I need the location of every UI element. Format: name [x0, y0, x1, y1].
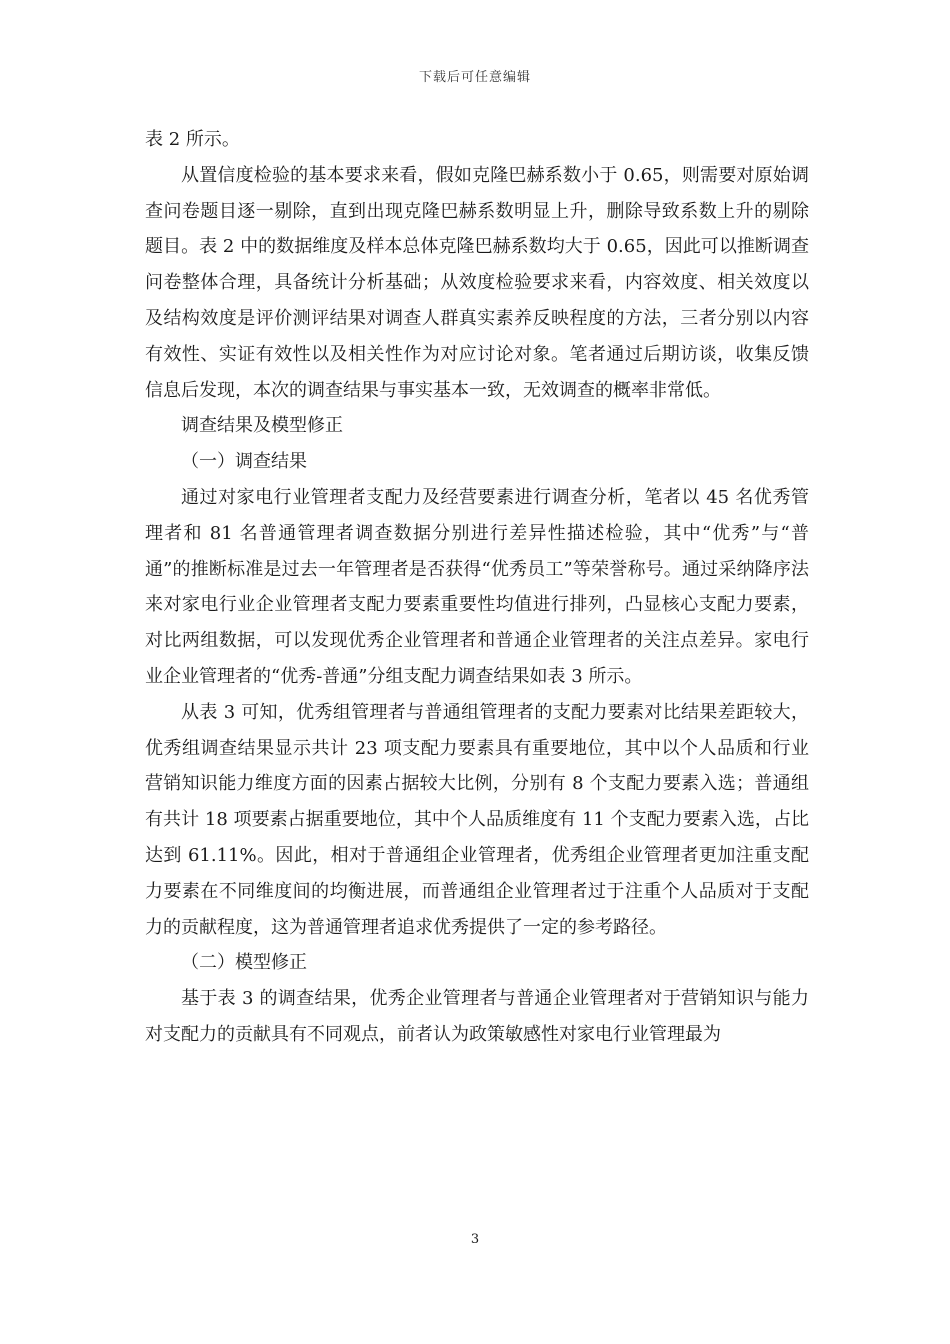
- subheading-model-revision: （二）模型修正: [181, 952, 307, 974]
- page-header: 下载后可任意编辑: [418, 70, 531, 85]
- paragraph-survey-analysis: 通过对家电行业管理者支配力及经营要素进行调查分析，笔者以 45 名优秀管理者和 81 名普通管理者调查数据分别进行差异性描述检验，其中“优秀”与“普通”的推断标准是过去一年管理者是否获得“优秀员工”等荣誉称号。通过采纳降序法来对家电行业企业管理者支配力要素重要性均值进行排列，凸显核心支配力要素，对比两组数据，可以发现优秀企业管理者和普通企业管理者的关注点差异。家电行业企业管理者的“优秀-普通”分组支配力调查结果如表 3 所示。: [145, 486, 809, 687]
- paragraph-continuation: 表 2 所示。: [145, 129, 240, 150]
- subheading-survey-results: （一）调查结果: [181, 451, 307, 473]
- paragraph-reliability-validity: 从置信度检验的基本要求来看，假如克隆巴赫系数小于 0.65，则需要对原始调查问卷题目逐一剔除，直到出现克隆巴赫系数明显上升，删除导致系数上升的剔除题目。表 2 中的数据维度及样本总体克隆巴赫系数均大于 0.65，因此可以推断调查问卷整体合理，具备统计分析基础；从效度检验要求来看，内容效度、相关效度以及结构效度是评价测评结果对调查人群真实素养反映程度的方法，三者分别以内容有效性、实证有效性以及相关性作为对应讨论对象。笔者通过后期访谈，收集反馈信息后发现，本次的调查结果与事实基本一致，无效调查的概率非常低。: [145, 164, 809, 401]
- section-heading-results: 调查结果及模型修正: [181, 415, 343, 437]
- paragraph-table3-findings: 从表 3 可知，优秀组管理者与普通组管理者的支配力要素对比结果差距较大，优秀组调查结果显示共计 23 项支配力要素具有重要地位，其中以个人品质和行业营销知识能力维度方面的因素占据较大比例，分别有 8 个支配力要素入选；普通组有共计 18 项要素占据重要地位，其中个人品质维度有 11 个支配力要素入选，占比达到 61.11%。因此，相对于普通组企业管理者，优秀组企业管理者更加注重支配力要素在不同维度间的均衡进展，而普通组企业管理者过于注重个人品质对于支配力的贡献程度，这为普通管理者追求优秀提供了一定的参考路径。: [145, 701, 809, 938]
- paragraph-model-revision: 基于表 3 的调查结果，优秀企业管理者与普通企业管理者对于营销知识与能力对支配力的贡献具有不同观点，前者认为政策敏感性对家电行业管理最为: [145, 988, 809, 1045]
- document-body: [145, 122, 809, 1053]
- page-number: 3: [470, 1232, 480, 1247]
